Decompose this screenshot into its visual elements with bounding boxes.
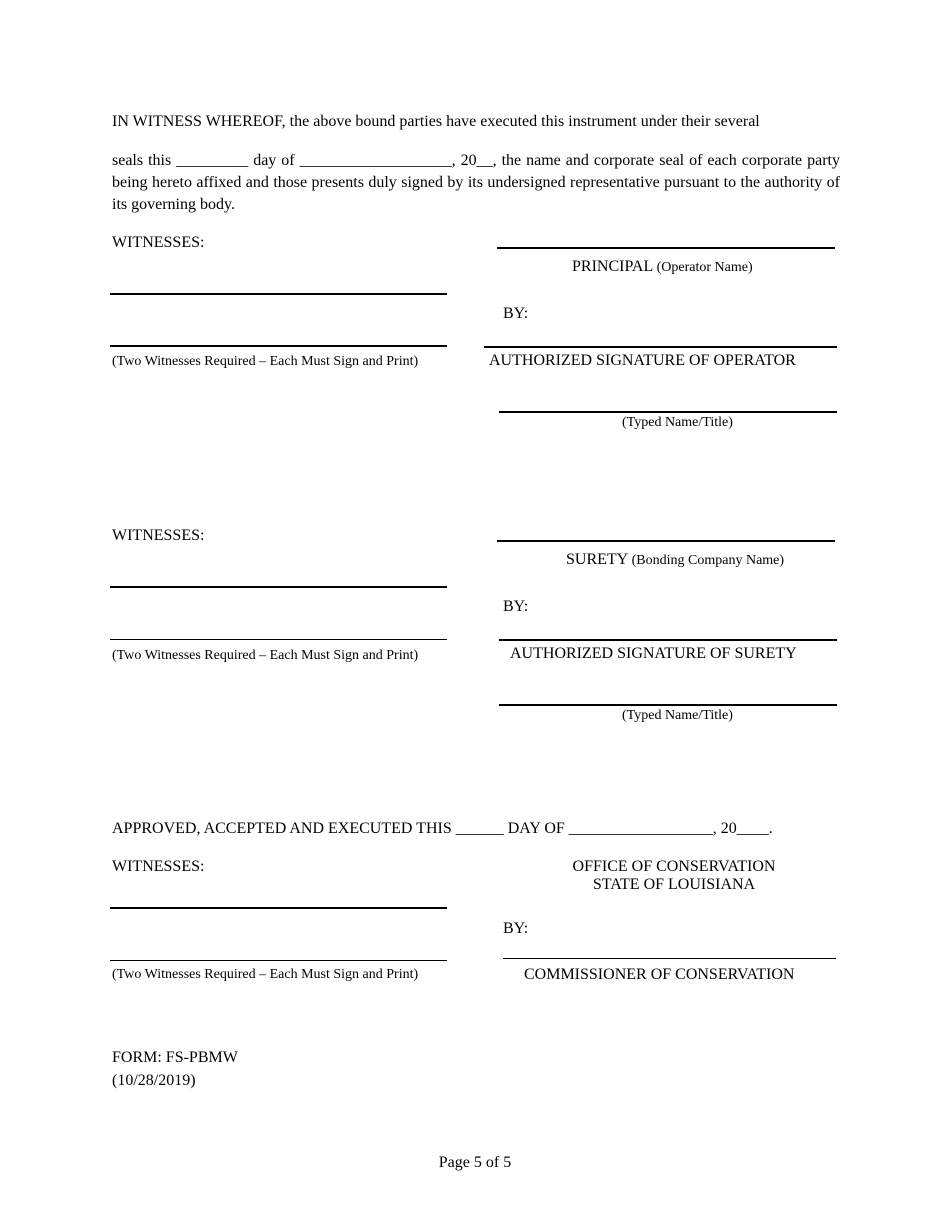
principal-witness-note: (Two Witnesses Required – Each Must Sign and Print) (112, 354, 419, 369)
surety-note: (Bonding Company Name) (631, 553, 785, 568)
surety-label: SURETY (566, 551, 628, 568)
principal-by-label: BY: (503, 305, 529, 322)
approval-by-label: BY: (503, 920, 529, 937)
office-line-1: OFFICE OF CONSERVATION (572, 858, 776, 875)
surety-typed-name-line[interactable] (499, 704, 837, 706)
office-line-2: STATE OF LOUISIANA (592, 876, 756, 893)
surety-signature-line[interactable] (499, 639, 837, 641)
approval-line: APPROVED, ACCEPTED AND EXECUTED THIS ______ DAY OF __________________, 20____. (112, 820, 773, 837)
office-name (540, 858, 808, 894)
approval-witnesses-label: WITNESSES: (112, 858, 205, 875)
surety-witnesses-label: WITNESSES: (112, 527, 205, 544)
principal-witnesses-label: WITNESSES: (112, 234, 205, 251)
commissioner-signature-line[interactable] (503, 958, 836, 959)
principal-note: (Operator Name) (656, 260, 753, 275)
surety-name-line[interactable] (497, 540, 835, 542)
form-id: FORM: FS-PBMW (112, 1049, 238, 1066)
surety-typed-name-label: (Typed Name/Title) (622, 708, 733, 723)
form-date: (10/28/2019) (112, 1072, 196, 1089)
principal-typed-name-label: (Typed Name/Title) (622, 415, 733, 430)
principal-typed-name-line[interactable] (499, 411, 837, 413)
approval-witness-line-1[interactable] (110, 907, 447, 909)
surety-witness-line-2[interactable] (110, 639, 447, 640)
intro-paragraph: seals this _________ day of ___________________, 20__, the name and corporate seal of each corporate party being hereto affixed and those presents duly signed by its undersigned representative pursuant to the authority of its governing body. (112, 152, 840, 213)
surety-by-label: BY: (503, 598, 529, 615)
principal-label: PRINCIPAL (572, 258, 653, 275)
principal-name-line[interactable] (497, 247, 835, 249)
principal-witness-line-2[interactable] (110, 345, 447, 347)
surety-witness-line-1[interactable] (110, 586, 447, 588)
commissioner-label: COMMISSIONER OF CONSERVATION (524, 966, 795, 983)
intro-line: IN WITNESS WHEREOF, the above bound parties have executed this instrument under their several (112, 113, 760, 130)
principal-signature-line[interactable] (484, 346, 837, 348)
principal-title (572, 258, 753, 276)
surety-signature-label: AUTHORIZED SIGNATURE OF SURETY (510, 645, 797, 662)
principal-signature-label: AUTHORIZED SIGNATURE OF OPERATOR (489, 352, 796, 369)
surety-witness-note: (Two Witnesses Required – Each Must Sign and Print) (112, 648, 419, 663)
surety-title (566, 551, 784, 569)
approval-witness-line-2[interactable] (110, 960, 447, 961)
approval-witness-note: (Two Witnesses Required – Each Must Sign and Print) (112, 967, 419, 982)
page-number: Page 5 of 5 (438, 1154, 512, 1171)
principal-witness-line-1[interactable] (110, 293, 447, 295)
